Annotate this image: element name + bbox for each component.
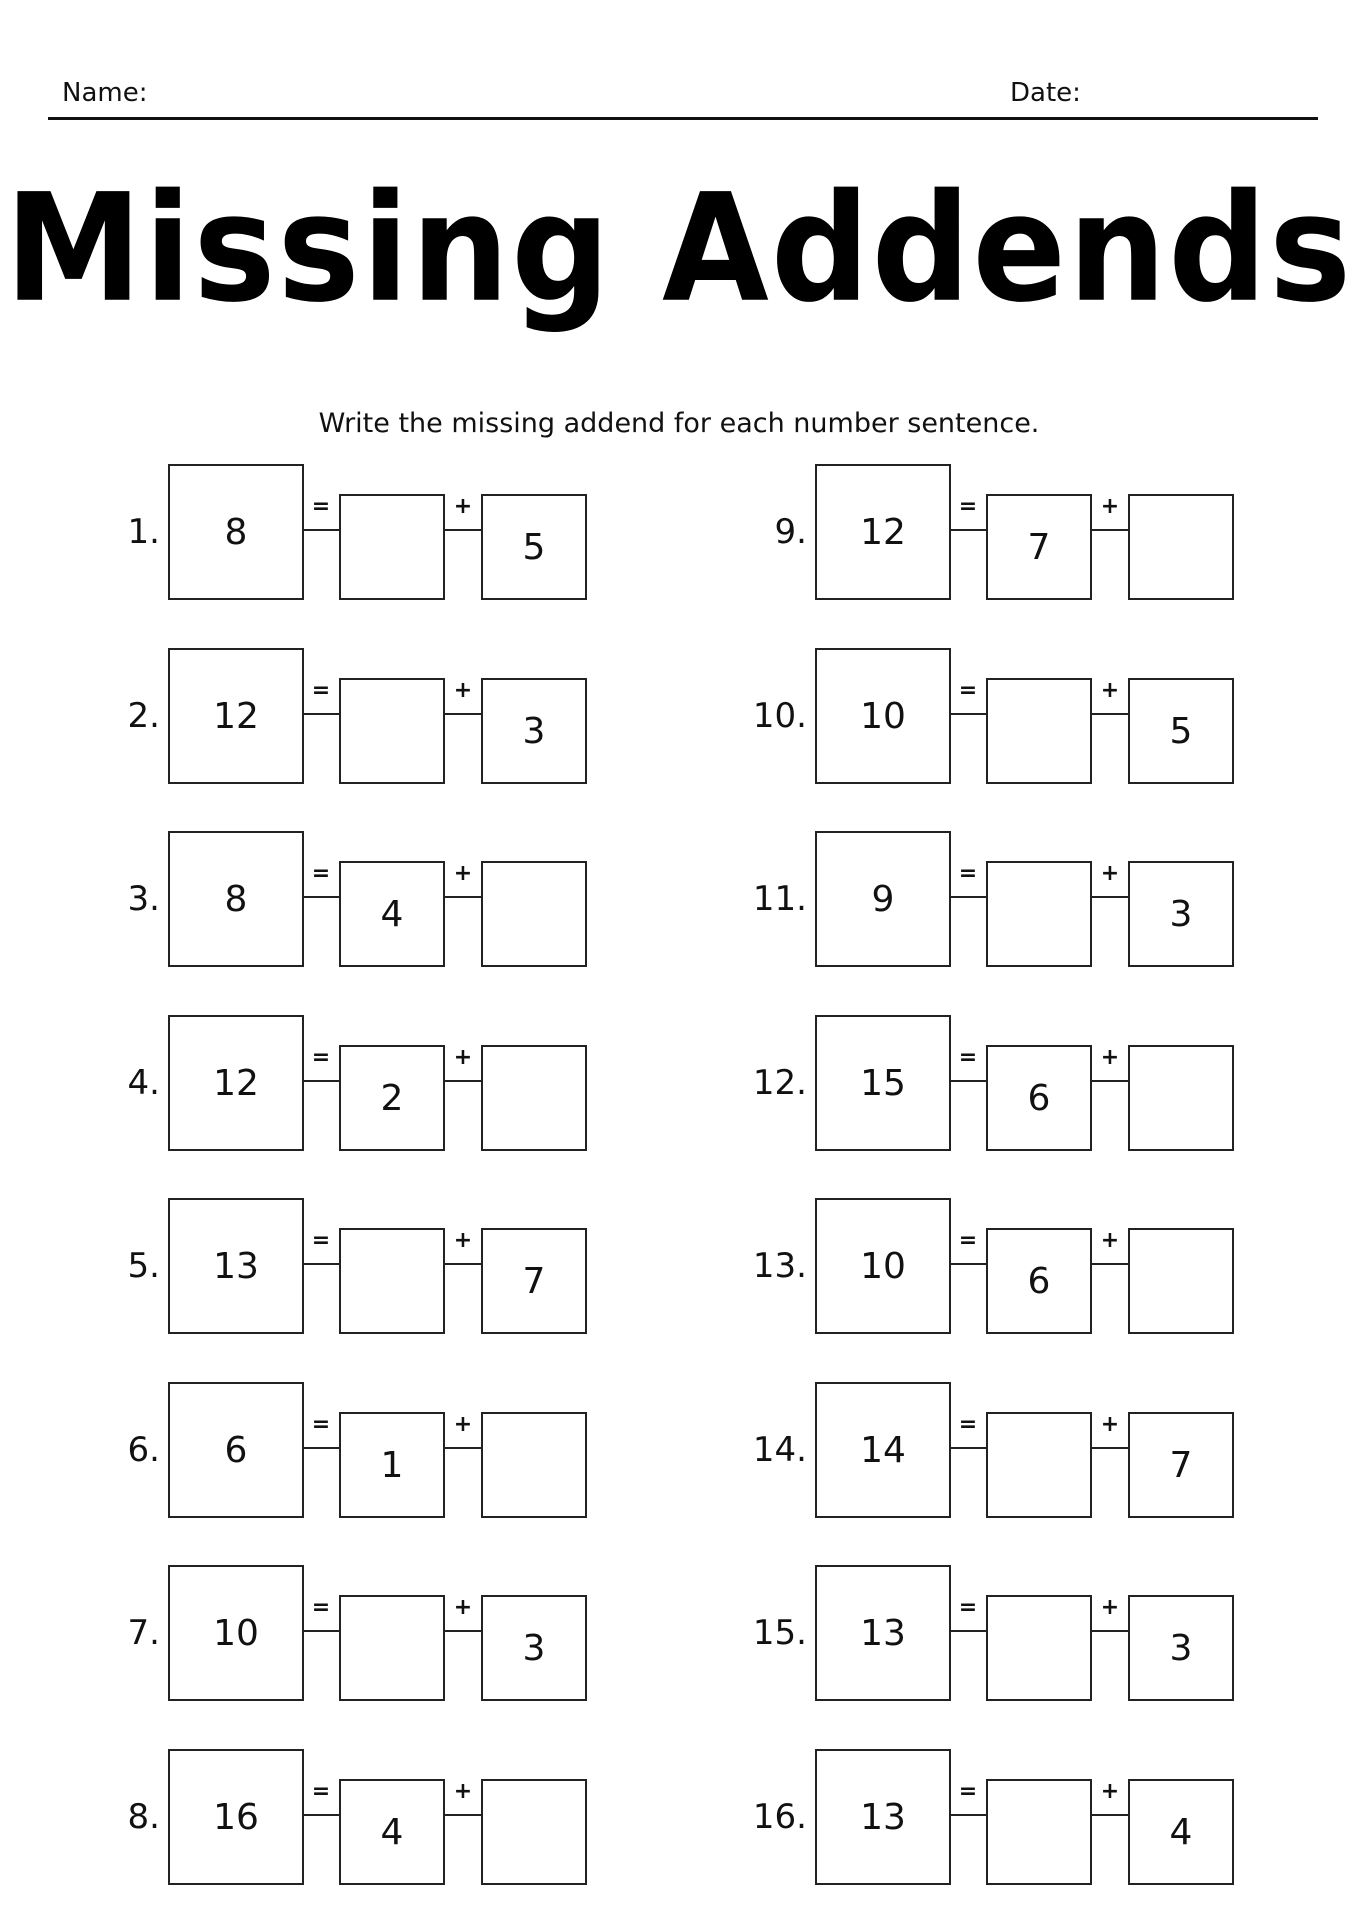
plus-sign: + (1100, 1412, 1120, 1437)
problem-9 (742, 464, 1282, 604)
connector-line (951, 1080, 986, 1082)
date-label: Date: (1010, 78, 1081, 108)
connector-line (304, 1630, 339, 1632)
problem-1 (95, 464, 635, 604)
connector-line (951, 896, 986, 898)
connector-line (1092, 1447, 1128, 1449)
problem-14 (742, 1382, 1282, 1522)
answer-box[interactable] (986, 1779, 1092, 1885)
problem-number: 1. (127, 512, 160, 552)
sum-box: 9 (815, 831, 951, 967)
connector-line (304, 1447, 339, 1449)
answer-box[interactable] (1128, 1045, 1234, 1151)
addend-box: 7 (481, 1228, 587, 1334)
problem-10 (742, 648, 1282, 788)
answer-box[interactable] (481, 861, 587, 967)
connector-line (304, 1080, 339, 1082)
worksheet-title: Missing Addends (4, 161, 1354, 336)
addend-box: 3 (481, 678, 587, 784)
plus-sign: + (453, 1412, 473, 1437)
addend-box: 5 (1128, 678, 1234, 784)
problem-3 (95, 831, 635, 971)
connector-line (951, 1630, 986, 1632)
equals-sign: = (958, 1412, 978, 1437)
equals-sign: = (958, 678, 978, 703)
answer-box[interactable] (481, 1045, 587, 1151)
problem-2 (95, 648, 635, 788)
equals-sign: = (311, 1412, 331, 1437)
equals-sign: = (311, 678, 331, 703)
answer-box[interactable] (481, 1779, 587, 1885)
connector-line (951, 713, 986, 715)
sum-box: 8 (168, 831, 304, 967)
connector-line (1092, 1630, 1128, 1632)
connector-line (445, 1814, 481, 1816)
problem-number: 7. (127, 1613, 160, 1653)
connector-line (1092, 1080, 1128, 1082)
connector-line (304, 713, 339, 715)
answer-box[interactable] (339, 1595, 445, 1701)
sum-box: 12 (168, 648, 304, 784)
equals-sign: = (958, 494, 978, 519)
sum-box: 13 (168, 1198, 304, 1334)
problem-number: 16. (752, 1797, 807, 1837)
problem-number: 3. (127, 879, 160, 919)
addend-box: 4 (339, 861, 445, 967)
connector-line (1092, 896, 1128, 898)
problem-number: 13. (752, 1246, 807, 1286)
answer-box[interactable] (986, 1412, 1092, 1518)
plus-sign: + (1100, 1228, 1120, 1253)
sum-box: 13 (815, 1565, 951, 1701)
answer-box[interactable] (339, 678, 445, 784)
equals-sign: = (311, 494, 331, 519)
instructions: Write the missing addend for each number sentence. (318, 408, 1040, 439)
plus-sign: + (453, 1228, 473, 1253)
equals-sign: = (311, 1595, 331, 1620)
problem-number: 4. (127, 1063, 160, 1103)
answer-box[interactable] (986, 1595, 1092, 1701)
sum-box: 12 (815, 464, 951, 600)
problem-number: 12. (752, 1063, 807, 1103)
problem-6 (95, 1382, 635, 1522)
problem-15 (742, 1565, 1282, 1705)
sum-box: 13 (815, 1749, 951, 1885)
equals-sign: = (958, 1228, 978, 1253)
connector-line (1092, 1263, 1128, 1265)
problem-8 (95, 1749, 635, 1889)
sum-box: 15 (815, 1015, 951, 1151)
problem-13 (742, 1198, 1282, 1338)
connector-line (1092, 529, 1128, 531)
problem-11 (742, 831, 1282, 971)
equals-sign: = (311, 1779, 331, 1804)
connector-line (1092, 713, 1128, 715)
addend-box: 7 (1128, 1412, 1234, 1518)
problem-number: 14. (752, 1430, 807, 1470)
addend-box: 2 (339, 1045, 445, 1151)
answer-box[interactable] (481, 1412, 587, 1518)
sum-box: 10 (815, 648, 951, 784)
problem-12 (742, 1015, 1282, 1155)
connector-line (304, 1814, 339, 1816)
connector-line (304, 529, 339, 531)
equals-sign: = (958, 861, 978, 886)
connector-line (951, 1447, 986, 1449)
connector-line (445, 1080, 481, 1082)
addend-box: 4 (339, 1779, 445, 1885)
plus-sign: + (453, 1595, 473, 1620)
problem-4 (95, 1015, 635, 1155)
problem-5 (95, 1198, 635, 1338)
problem-number: 6. (127, 1430, 160, 1470)
sum-box: 16 (168, 1749, 304, 1885)
plus-sign: + (453, 1779, 473, 1804)
connector-line (445, 713, 481, 715)
answer-box[interactable] (986, 861, 1092, 967)
sum-box: 6 (168, 1382, 304, 1518)
connector-line (445, 1447, 481, 1449)
plus-sign: + (1100, 678, 1120, 703)
plus-sign: + (1100, 494, 1120, 519)
addend-box: 4 (1128, 1779, 1234, 1885)
equals-sign: = (311, 1045, 331, 1070)
equals-sign: = (958, 1045, 978, 1070)
connector-line (1092, 1814, 1128, 1816)
addend-box: 5 (481, 494, 587, 600)
problem-number: 5. (127, 1246, 160, 1286)
connector-line (445, 1263, 481, 1265)
answer-box[interactable] (1128, 1228, 1234, 1334)
sum-box: 8 (168, 464, 304, 600)
sum-box: 12 (168, 1015, 304, 1151)
sum-box: 10 (168, 1565, 304, 1701)
sum-box: 10 (815, 1198, 951, 1334)
addend-box: 1 (339, 1412, 445, 1518)
plus-sign: + (453, 1045, 473, 1070)
problem-number: 10. (752, 696, 807, 736)
problem-number: 9. (774, 512, 807, 552)
plus-sign: + (1100, 1779, 1120, 1804)
connector-line (304, 896, 339, 898)
connector-line (951, 529, 986, 531)
plus-sign: + (453, 861, 473, 886)
plus-sign: + (1100, 861, 1120, 886)
problem-number: 2. (127, 696, 160, 736)
equals-sign: = (958, 1779, 978, 1804)
sum-box: 14 (815, 1382, 951, 1518)
answer-box[interactable] (1128, 494, 1234, 600)
problem-16 (742, 1749, 1282, 1889)
answer-box[interactable] (339, 1228, 445, 1334)
problem-number: 15. (752, 1613, 807, 1653)
answer-box[interactable] (986, 678, 1092, 784)
plus-sign: + (1100, 1595, 1120, 1620)
addend-box: 6 (986, 1045, 1092, 1151)
plus-sign: + (453, 494, 473, 519)
plus-sign: + (453, 678, 473, 703)
header-rule (48, 117, 1318, 120)
problem-number: 11. (752, 879, 807, 919)
addend-box: 3 (481, 1595, 587, 1701)
name-label: Name: (62, 78, 148, 108)
addend-box: 3 (1128, 861, 1234, 967)
connector-line (951, 1263, 986, 1265)
addend-box: 7 (986, 494, 1092, 600)
problem-7 (95, 1565, 635, 1705)
connector-line (445, 1630, 481, 1632)
plus-sign: + (1100, 1045, 1120, 1070)
answer-box[interactable] (339, 494, 445, 600)
equals-sign: = (958, 1595, 978, 1620)
equals-sign: = (311, 861, 331, 886)
problem-number: 8. (127, 1797, 160, 1837)
connector-line (304, 1263, 339, 1265)
connector-line (445, 529, 481, 531)
equals-sign: = (311, 1228, 331, 1253)
addend-box: 6 (986, 1228, 1092, 1334)
addend-box: 3 (1128, 1595, 1234, 1701)
connector-line (445, 896, 481, 898)
connector-line (951, 1814, 986, 1816)
